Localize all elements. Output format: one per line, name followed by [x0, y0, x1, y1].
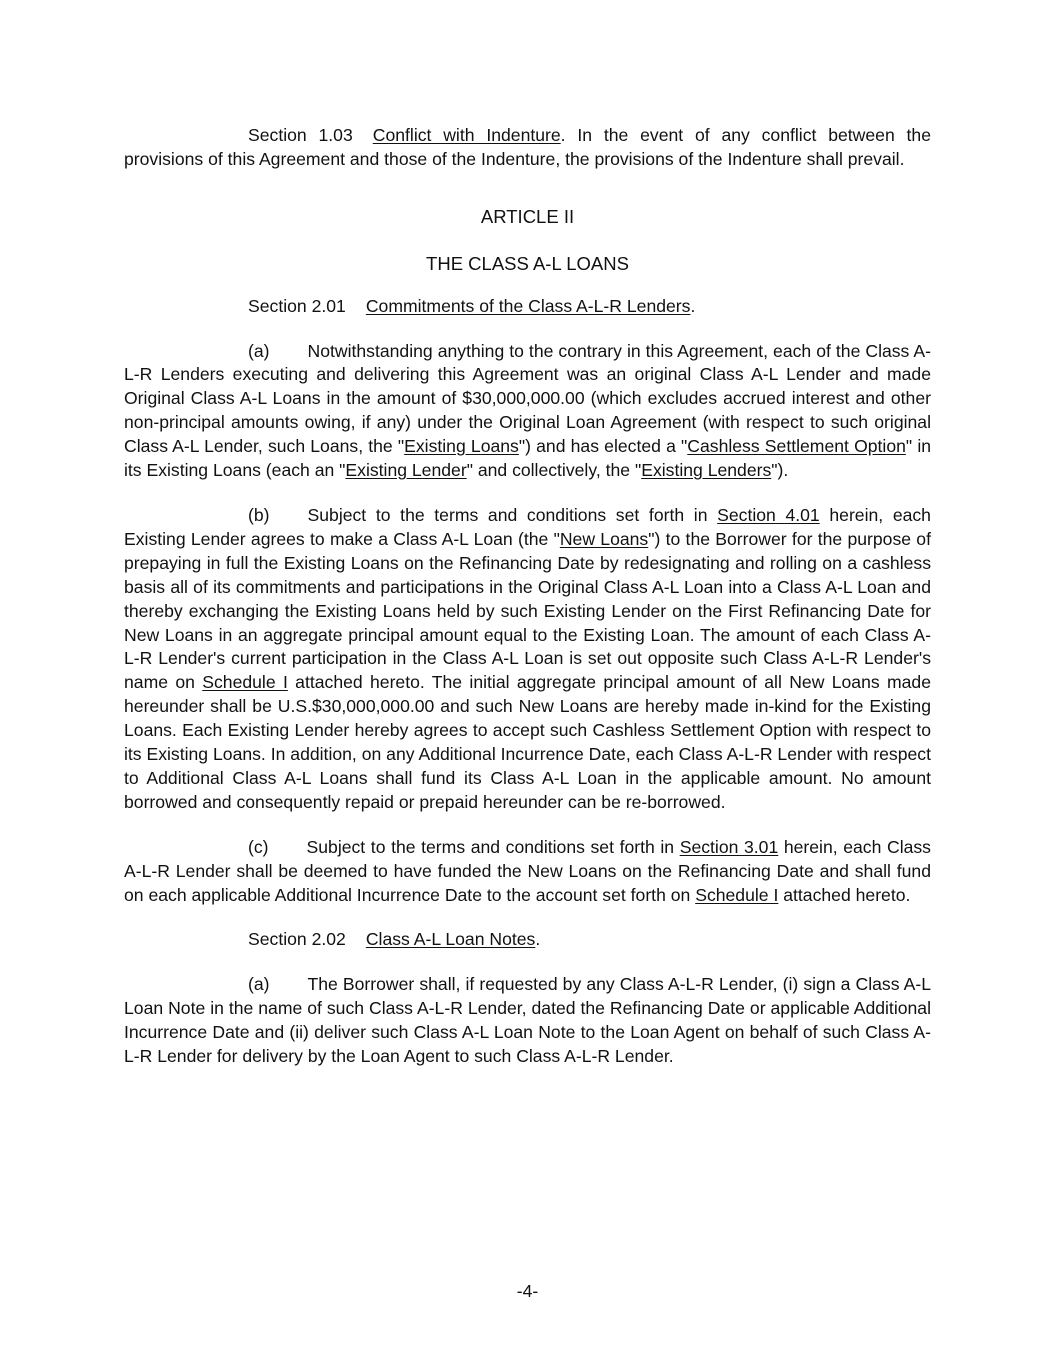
section-1-03-paragraph: Section 1.03 Conflict with Indenture. In the event of any conflict between the provisions of this Agreement and those of the Indenture, the provisions of the Indenture shall prevail. [124, 125, 931, 169]
defined-term: Existing Loans [404, 436, 519, 457]
cross-reference: Section 3.01 [679, 836, 779, 857]
section-2-01-b-paragraph: (b) Subject to the terms and conditions set forth in Section 4.01 herein, each Existing Lender agrees to make a Class A-L Loan (the "New Loans") to the Borrower for the purpose of prepaying in full the Existing Loans on the Refinancing Date by redesignating and rolling on a cashless basis all of its commitments and participations in the Original Class A-L Loan into a Class A-L Loan and thereby exchanging the Existing Loans held by such Existing Lender on the First Refinancing Date for New Loans in an aggregate principal amount equal to the Existing Loan. The amount of each Class A-L-R Lender's current participation in the Class A-L Loan is set out opposite such Class A-L-R Lender's name on Schedule I attached hereto. The initial aggregate principal amount of all New Loans made hereunder shall be U.S.$30,000,000.00 and such New Loans are hereby made in-kind for the Existing Loans. Each Existing Lender hereby agrees to accept such Cashless Settlement Option with respect to its Existing Loans. In addition, on any Additional Incurrence Date, each Class A-L-R Lender with respect to Additional Class A-L Loans shall fund its Class A-L Loan in the applicable amount. No amount borrowed and consequently repaid or prepaid hereunder can be re-borrowed. [124, 504, 932, 812]
defined-term: Cashless Settlement Option [687, 436, 906, 457]
article-heading: ARTICLE II [480, 205, 575, 227]
section-2-01-heading: Section 2.01 Commitments of the Class A-L-R Lenders. [248, 295, 696, 316]
section-2-01-a-paragraph: (a) Notwithstanding anything to the contrary in this Agreement, each of the Class A-L-R Lenders executing and delivering this Agreement was an original Class A-L Lender and made Original Class A-L Loans in the amount of $30,000,000.00 (which excludes accrued interest and other non-principal amounts owing, if any) under the Original Loan Agreement (with respect to such original Class A-L Lender, such Loans, the "Existing Loans") and has elected a "Cashless Settlement Option" in its Existing Loans (each an "Existing Lender" and collectively, the "Existing Lenders"). [124, 340, 932, 481]
document-page [124, 124, 931, 1069]
section-title: Conflict with Indenture [372, 125, 561, 145]
section-title: Class A-L Loan Notes [365, 929, 536, 950]
defined-term: Existing Lender [345, 460, 467, 481]
cross-reference: Schedule I [695, 884, 779, 905]
defined-term: Existing Lenders [641, 460, 772, 481]
section-title: Commitments of the Class A-L-R Lenders [365, 295, 691, 316]
cross-reference: Section 4.01 [717, 504, 820, 525]
section-number: Section 1.03 [248, 125, 353, 145]
article-title: THE CLASS A-L LOANS [426, 252, 629, 274]
paragraph-label: (b) [248, 504, 270, 525]
section-number: Section 2.02 [248, 929, 346, 950]
paragraph-label: (a) [248, 340, 270, 361]
defined-term: New Loans [559, 528, 649, 549]
page-number: -4- [516, 1281, 539, 1301]
section-number: Section 2.01 [248, 295, 346, 316]
section-2-02-heading: Section 2.02 Class A-L Loan Notes. [248, 929, 541, 950]
paragraph-label: (c) [248, 836, 269, 857]
section-2-02-a-paragraph: (a) The Borrower shall, if requested by any Class A-L-R Lender, (i) sign a Class A-L Loan Note in the name of such Class A-L-R Lender, dated the Refinancing Date or applicable Additional Incurrence Date and (ii) deliver such Class A-L Loan Note to the Loan Agent on behalf of such Class A-L-R Lender for delivery by the Loan Agent to such Class A-L-R Lender. [124, 974, 931, 1067]
paragraph-label: (a) [248, 974, 270, 995]
section-2-01-c-paragraph: (c) Subject to the terms and conditions set forth in Section 3.01 herein, each Class A-L-R Lender shall be deemed to have funded the New Loans on the Refinancing Date and shall fund on each applicable Additional Incurrence Date to the account set forth on Schedule I attached hereto. [124, 836, 931, 905]
cross-reference: Schedule I [202, 672, 288, 693]
